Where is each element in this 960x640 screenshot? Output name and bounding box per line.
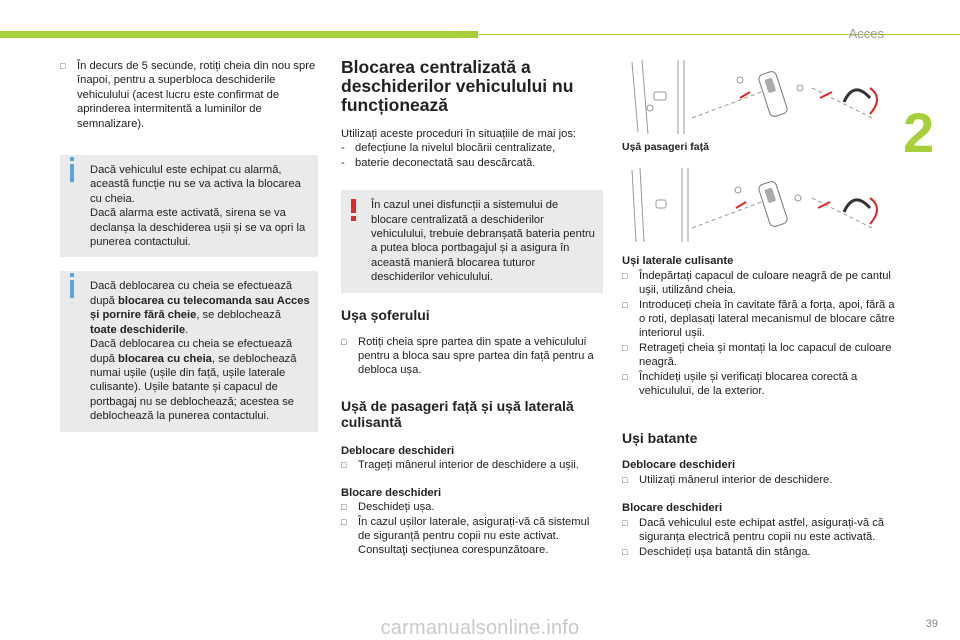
column-right	[622, 58, 898, 559]
warning-icon	[351, 199, 356, 213]
figure-caption: Ușă pasageri față	[622, 141, 709, 153]
passenger-door-heading: Ușă de pasageri față și ușă laterală culisantă	[341, 397, 574, 430]
hinged-unlock-step: □ Utilizați mânerul interior de deschidere.	[622, 473, 898, 487]
door-lock-illustration	[622, 58, 898, 138]
info-alarm-text-1: Dacă vehiculul este echipat cu alarmă, această funcție nu se va activa la blocarea cu cheia.	[90, 164, 301, 205]
hinged-doors-heading: Uși batante	[622, 430, 698, 447]
door-lock-illustration	[622, 166, 898, 246]
sliding-step: □ Închideți ușile și verificați blocarea corectă a vehiculului, de la exterior.	[622, 370, 898, 399]
warning-box	[341, 190, 603, 292]
watermark: carmanualsonline.info	[380, 616, 580, 639]
figure-sliding-door	[622, 166, 898, 246]
driver-door-heading: Ușa șoferului	[341, 306, 430, 323]
step-superlock: □ În decurs de 5 secunde, rotiți cheia din nou spre înapoi, pentru a superbloca deschiderile vehiculului (acest lucru este confirmat de aprinderea intermitentă a luminilor de semnalizare).	[60, 59, 318, 131]
hinged-unlock-label: Deblocare deschideri	[622, 459, 736, 472]
sliding-doors-heading: Uși laterale culisante	[622, 255, 734, 268]
lock-label: Blocare deschideri	[341, 486, 442, 499]
info-icon	[70, 164, 74, 182]
case-item: - defecțiune la nivelul blocării centralizate,	[341, 141, 603, 155]
driver-step: □ Rotiți cheia spre partea din spate a vehiculului pentru a bloca sau spre partea din față pentru a debloca ușa.	[341, 335, 603, 378]
info-box-unlock	[60, 271, 318, 431]
intro-text: Utilizați aceste proceduri în situațiile de mai jos:	[341, 128, 577, 140]
case-item: - baterie deconectată sau descărcată.	[341, 156, 603, 170]
column-middle	[341, 58, 603, 558]
header-rule	[478, 34, 960, 35]
info-unlock-para-1: Dacă deblocarea cu cheia se efectuează după blocarea cu telecomanda sau Acces și pornire fără cheie, se deblochează toate deschiderile.	[90, 280, 310, 336]
page-number: 39	[925, 618, 938, 630]
unlock-step: □ Trageți mânerul interior de deschidere a ușii.	[341, 458, 603, 472]
chapter-number: 2	[903, 101, 935, 164]
info-unlock-para-2: Dacă deblocarea cu cheia se efectuează după blocarea cu cheia, se deblochează numai ușile (ușile din față, ușile laterale culisante). Ușile batante și capacul de portbagaj nu se deblochează; acestea se deblochează la punerea contactului.	[90, 338, 297, 423]
header-accent-bar	[0, 31, 478, 38]
figure-front-passenger-door	[622, 58, 898, 138]
lock-step: □ Deschideți ușa.	[341, 500, 603, 514]
sliding-step: □ Îndepărtați capacul de culoare neagră de pe cantul ușii, utilizând cheia.	[622, 269, 898, 298]
info-box-alarm	[60, 155, 318, 257]
lock-step: □ În cazul ușilor laterale, asigurați-vă că sistemul de siguranță pentru copii nu este activat. Consultaţi secțiunea corespunzătoare.	[341, 515, 603, 558]
section-label: Acces	[848, 26, 884, 41]
info-icon	[70, 280, 74, 298]
hinged-lock-step: □ Dacă vehiculul este echipat astfel, asigurați-vă că siguranța electrică pentru copii nu este activată.	[622, 516, 898, 545]
column-left	[60, 59, 318, 432]
hinged-lock-step: □ Deschideți ușa batantă din stânga.	[622, 545, 898, 559]
hinged-lock-label: Blocare deschideri	[622, 502, 723, 515]
warning-text: În cazul unei disfuncții a sistemului de blocare centralizată a deschiderilor vehiculului, trebuie debranșată bateria pentru a putea bloca portbagajul și a asigura în această manieră blocarea tuturor deschiderilor vehiculului.	[371, 199, 595, 284]
sliding-step: □ Retrageți cheia și montați la loc capacul de culoare neagră.	[622, 341, 898, 370]
unlock-label: Deblocare deschideri	[341, 444, 455, 457]
sliding-step: □ Introduceți cheia în cavitate fără a forța, apoi, fără a o roti, deplasați lateral mecanismul de blocare către interiorul ușii.	[622, 298, 898, 341]
main-title: Blocarea centralizată a deschiderilor vehiculului nu funcționează	[341, 57, 574, 115]
info-alarm-text-2: Dacă alarma este activată, sirena se va declanșa la deschiderea ușii și se va opri la punerea contactului.	[90, 207, 306, 249]
